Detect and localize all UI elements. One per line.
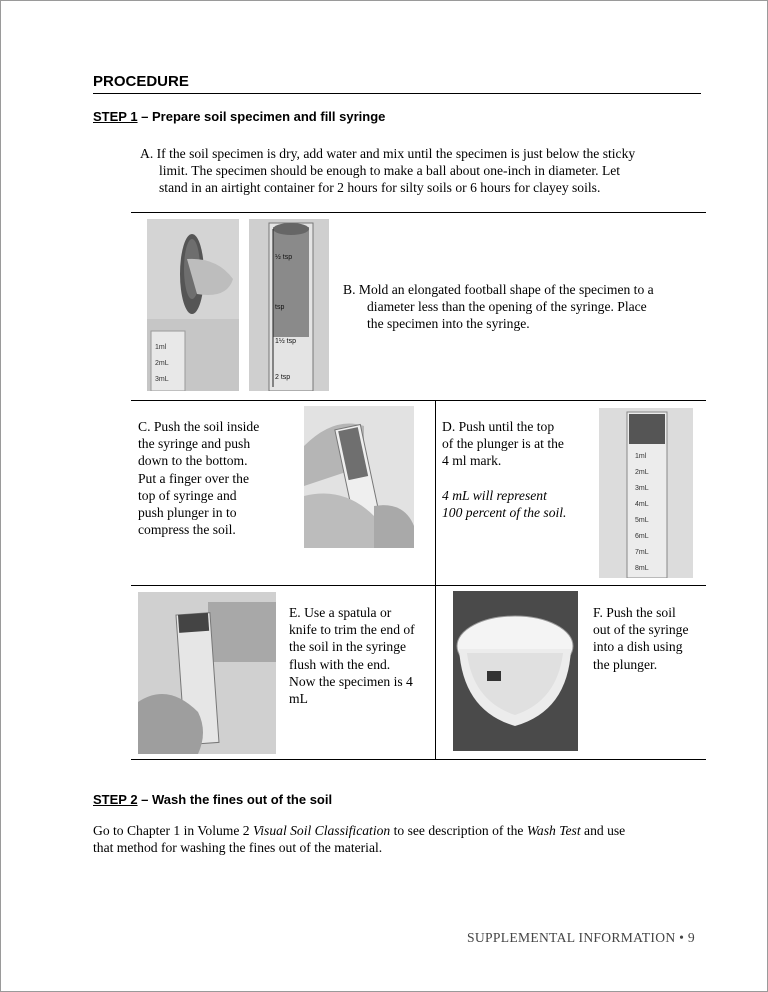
instruction-c-line3: down to the bottom. — [138, 453, 248, 469]
syringe-mark-6ml-d: 6mL — [635, 533, 649, 540]
instruction-c-line5: top of syringe and — [138, 487, 237, 503]
step2-text-part2: to see description of the — [390, 823, 527, 838]
photo-soil-in-dish — [453, 591, 578, 751]
instruction-c-line4: Put a finger over the — [138, 470, 249, 486]
step1-title-text: – Prepare soil specimen and fill syringe — [137, 109, 386, 124]
syringe-mark-two-tsp: 2 tsp — [275, 374, 291, 381]
instruction-e-line6: mL — [289, 691, 308, 707]
step1-title — [93, 109, 385, 124]
syringe-mark-tsp: tsp — [275, 304, 285, 311]
step2-text-part1: Go to Chapter 1 in Volume 2 — [93, 823, 253, 838]
step2-title — [93, 792, 332, 807]
syringe-mark-7ml-d: 7mL — [635, 549, 649, 556]
procedure-heading: PROCEDURE — [93, 73, 701, 94]
page-footer: SUPPLEMENTAL INFORMATION • 9 — [467, 930, 695, 945]
table-rule-top — [131, 212, 706, 213]
instruction-f-line1: F. Push the soil — [593, 605, 676, 620]
step2-label: STEP 2 — [93, 792, 138, 807]
step2-text-line1 — [93, 822, 625, 839]
step2-text-italic1: Visual Soil Classification — [252, 823, 391, 838]
step2-text-line2: that method for washing the fines out of the material. — [93, 840, 383, 855]
instruction-e-line2: knife to trim the end of — [289, 622, 415, 638]
instruction-c-line6: push plunger in to — [138, 505, 237, 521]
syringe-mark-1ml-d: 1ml — [635, 453, 647, 460]
syringe-mark-2ml-a: 2mL — [155, 360, 169, 367]
instruction-d-line1: D. Push until the top — [442, 419, 555, 434]
instruction-a-line3: stand in an airtight container for 2 hours for silty soils or 6 hours for clayey soils. — [159, 180, 601, 195]
syringe-mark-3ml-d: 3mL — [635, 485, 649, 492]
instruction-e-line5: Now the specimen is 4 — [289, 673, 413, 689]
instruction-b-line2: diameter less than the opening of the syringe. Place — [367, 299, 647, 314]
step2-text-italic2: Wash Test — [526, 823, 581, 838]
instruction-d-line3: 4 ml mark. — [442, 453, 502, 469]
instruction-e-line1: E. Use a spatula or — [289, 605, 392, 620]
photo-soil-football — [147, 219, 239, 391]
instruction-d — [442, 418, 566, 521]
syringe-mark-3ml-a: 3mL — [155, 376, 169, 383]
instruction-f-line3: into a dish using — [593, 639, 683, 655]
photo-trim-specimen — [138, 592, 276, 754]
instruction-a-line2: limit. The specimen should be enough to make a ball about one-inch in diameter. Let — [159, 163, 621, 178]
table-rule-row3 — [131, 585, 706, 586]
syringe-mark-half-tsp: ½ tsp — [275, 254, 293, 261]
instruction-c — [138, 418, 259, 538]
syringe-mark-1ml: 1ml — [155, 344, 167, 351]
instruction-f-line2: out of the syringe — [593, 622, 689, 638]
instruction-f — [593, 604, 689, 673]
step2-title-text: – Wash the fines out of the soil — [137, 792, 333, 807]
instruction-c-line7: compress the soil. — [138, 522, 236, 538]
step1-label: STEP 1 — [93, 109, 138, 124]
syringe-mark-2ml-d: 2mL — [635, 469, 649, 476]
instruction-a-line1: A. If the soil specimen is dry, add water and mix until the specimen is just below the sticky — [140, 146, 636, 161]
table-rule-bottom — [131, 759, 706, 760]
instruction-d-note1: 4 mL will represent — [442, 487, 547, 503]
photo-specimen-in-syringe — [249, 219, 329, 391]
syringe-mark-5ml-d: 5mL — [635, 517, 649, 524]
instruction-e — [289, 604, 415, 707]
syringe-mark-4ml-d: 4mL — [635, 501, 649, 508]
photo-syringe-4ml — [599, 408, 693, 578]
instruction-f-line4: the plunger. — [593, 656, 658, 672]
instruction-d-note2: 100 percent of the soil. — [442, 504, 567, 520]
syringe-mark-8ml-d: 8mL — [635, 565, 649, 572]
spacer — [442, 470, 566, 487]
instruction-e-line4: flush with the end. — [289, 656, 391, 672]
instruction-d-line2: of the plunger is at the — [442, 436, 564, 452]
instruction-e-line3: the soil in the syringe — [289, 639, 407, 655]
instruction-c-line2: the syringe and push — [138, 436, 251, 452]
photo-pushing-plunger — [304, 406, 414, 548]
instruction-b-line3: the specimen into the syringe. — [367, 316, 530, 331]
step2-text-part3: and use — [580, 823, 626, 838]
instruction-c-line1: C. Push the soil inside — [138, 419, 260, 434]
syringe-mark-one-half-tsp: 1½ tsp — [275, 338, 297, 345]
instruction-b-line1: B. Mold an elongated football shape of the specimen to a — [343, 282, 654, 297]
table-rule-middle — [435, 400, 436, 759]
table-rule-row2 — [131, 400, 706, 401]
